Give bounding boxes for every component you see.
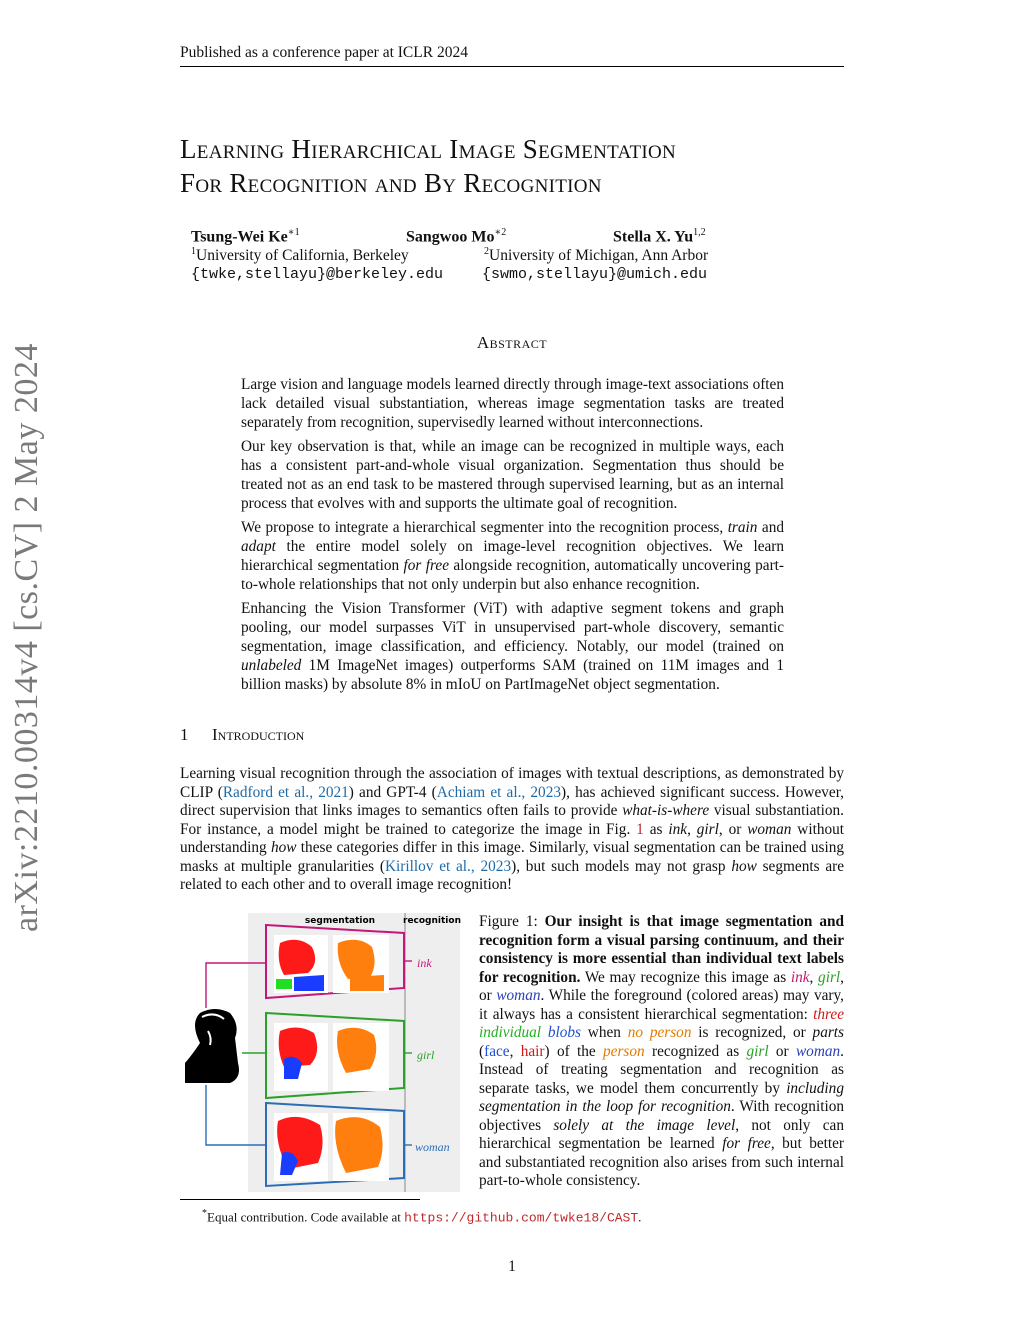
- figure-ref[interactable]: 1: [636, 820, 644, 838]
- author-2: Sangwoo $Mo^{∗2}$: [406, 227, 507, 246]
- header-rule: [180, 66, 844, 67]
- abstract-heading: Abstract: [476, 333, 548, 352]
- footnote-rule: [180, 1199, 420, 1200]
- label-woman: woman: [415, 1140, 450, 1154]
- label-girl: girl: [417, 1048, 435, 1062]
- running-header: Published as a conference paper at ICLR 2024: [180, 44, 468, 61]
- citation-kirillov[interactable]: Kirillov et al., 2023: [384, 857, 512, 875]
- intro-paragraph: Learning visual recognition through the association of images with textual descriptions, as demonstrated by CLIP (Radford et al., 2021) and GPT-4 (Achiam et al., 2023), has achieved significant success. However, direct supervision that links images to semantics often fails to provide what-is-where visual substantiation. For instance, a model might be trained to categorize the image in Fig. 1 as ink, girl, or woman without understanding how these categories differ in this image. Similarly, visual segmentation can be trained using masks at multiple granularities (Kirillov et al., 2023), but such models may not grasp how segments are related to each other and to overall image recognition!: [180, 765, 845, 893]
- email-2[interactable]: {swmo,stellayu}@umich.edu: [482, 266, 708, 283]
- girl-seg-left: [274, 1023, 328, 1091]
- footnote: *Equal contribution. Code available at https://github.com/twke18/CAST.: [202, 1208, 642, 1226]
- affiliation-1: $^1$University of California, Berkeley: [191, 246, 409, 265]
- title-line-2: For Recognition and By Recognition: [180, 168, 602, 198]
- woman-seg-left: [274, 1113, 328, 1181]
- woman-seg-right: [333, 1113, 389, 1181]
- author-1: Tsung-Wei $Ke^{∗1}$: [191, 227, 300, 246]
- page-number: 1: [508, 1258, 516, 1275]
- ink-seg-left: [274, 935, 328, 993]
- abstract-paragraph-2: Our key observation is that, while an image can be recognized in multiple ways, each has a consistent part-and-whole visual organization. Segmentation thus should be treated not as an end task to be mastered through supervised learning, but as an internal process that evolves with and supports the ultimate goal of recognition.: [241, 438, 784, 512]
- affiliation-2: $^2$University of Michigan, Ann Arbor: [484, 246, 709, 265]
- abstract-paragraph-1: Large vision and language models learned directly through image-text associations often lack detailed visual substantiation, whereas image segmentation tasks are treated separately from recognition, supervisedly learned without interconnections.: [241, 376, 784, 431]
- citation-radford[interactable]: Radford et al., 2021: [222, 783, 349, 801]
- author-3: Stella X. Yu$^{1,2}$: [613, 227, 706, 246]
- label-ink: ink: [417, 956, 432, 970]
- citation-achiam[interactable]: Achiam et al., 2023: [436, 783, 561, 801]
- abstract-paragraph-3: We propose to integrate a hierarchical segmenter into the recognition process, train and adapt the entire model solely on image-level recognition objectives. We learn hierarchical segmentation for free alongside recognition, automatically uncovering part-to-whole relationships that not only underpin but also enhance recognition.: [241, 519, 785, 593]
- paper-title: [180, 132, 676, 200]
- recognition-column-label: recognition: [403, 916, 461, 926]
- input-silhouette: [185, 1009, 239, 1083]
- figure-caption: Figure 1: Our insight is that image segmentation and recognition form a visual parsing continuum, and their consistency is more essential than individual text labels for recognition. We may recognize this image as ink, girl, or woman. While the foreground (colored areas) may vary, it always has a consistent hierarchical segmentation: three individual blobs when no person is recognized, or parts (face, hair) of the person recognized as girl or woman. Instead of treating segmentation and recognition as separate tasks, we model them concurrently by including segmentation in the loop for recognition. With recognition objectives solely at the image level, not only can hierarchical segmentation be learned for free, but better and substantiated recognition also arises from such internal part-to-whole consistency.: [479, 913, 845, 1189]
- abstract-paragraph-4: Enhancing the Vision Transformer (ViT) with adaptive segment tokens and graph pooling, our model surpasses ViT in unsupervised part-whole discovery, semantic segmentation, image classification, and efficiency. Notably, our model (trained on unlabeled 1M ImageNet images) outperforms SAM (trained on 11M images and 1 billion masks) by absolute 8% in mIoU on PartImageNet object segmentation.: [241, 600, 784, 693]
- arxiv-watermark: arXiv:2210.00314v4 [cs.CV] 2 May 2024: [8, 343, 45, 932]
- email-1[interactable]: {twke,stellayu}@berkeley.edu: [191, 266, 444, 283]
- section-heading: 1 Introduction: [180, 725, 305, 744]
- segmentation-column-label: segmentation: [304, 916, 376, 926]
- figure-1: [180, 913, 462, 1193]
- code-url-link[interactable]: https://github.com/twke18/CAST: [404, 1210, 639, 1226]
- ink-seg-right: [333, 935, 389, 993]
- girl-seg-right: [333, 1023, 389, 1091]
- abstract-body: [241, 375, 784, 699]
- title-line-1: Learning Hierarchical Image Segmentation: [180, 134, 677, 164]
